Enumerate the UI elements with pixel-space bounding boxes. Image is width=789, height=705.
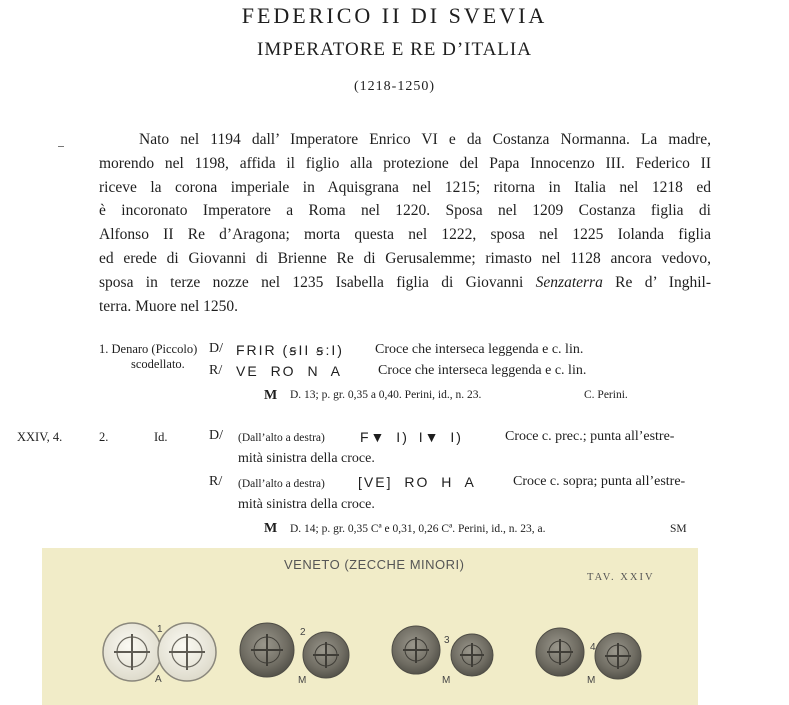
reverse-legend: VE RO N A — [236, 363, 343, 379]
coin-2-reverse — [303, 632, 349, 678]
specimen-details: D. 14; p. gr. 0,35 Cª e 0,31, 0,26 Cª. Perini, id., n. 23, a. — [290, 523, 546, 535]
italic-name: Senzaterra — [535, 273, 603, 291]
coin-metal-label: M — [298, 675, 307, 686]
metal-mark: M — [264, 521, 278, 536]
text-line: ed erede di Giovanni di Brienne Re di Gerusalemme; rimasto nel 1128 ancora vedovo, — [99, 249, 711, 267]
plate-number: TAV. XXIV — [587, 572, 655, 583]
obverse-sign: D/ — [209, 428, 223, 443]
coin-3-reverse — [451, 634, 493, 676]
coin-metal-label: A — [155, 674, 162, 685]
obverse-legend: FRIR (ꞩII ꞩ:I) — [236, 342, 344, 358]
page-title: FEDERICO II DI SVEVIA — [241, 3, 548, 28]
coin-metal-label: M — [442, 675, 451, 686]
text-line: morendo nel 1198, affida il figlio alla protezione del Papa Innocenzo III. Federico II — [99, 154, 711, 172]
coin-1-obverse — [103, 623, 161, 681]
reverse-description: Croce che interseca leggenda e c. lin. — [378, 363, 587, 378]
reverse-legend: [VE] RO H A — [358, 474, 476, 490]
coin-number-label: 3 — [444, 635, 450, 646]
reverse-description: Croce c. sopra; punta all’estre- — [513, 474, 686, 489]
text-line — [99, 271, 711, 295]
coin-4-reverse — [595, 633, 641, 679]
text-line: riceve la corona imperiale in Aquisgrana nel 1215; ritorna in Italia nel 1218 ed — [99, 178, 711, 196]
collection-note: C. Perini. — [584, 389, 628, 401]
coin-images — [42, 548, 698, 705]
biography-paragraph — [99, 128, 711, 318]
collection-note: SM — [670, 523, 687, 535]
text-segment: sposa in terze nozze nel 1235 Isabella figlia di Giovanni — [99, 273, 536, 291]
coin-2-obverse — [240, 623, 294, 677]
coin-1-reverse — [158, 623, 216, 681]
page-subtitle: IMPERATORE E RE D’ITALIA — [257, 39, 532, 60]
plate-title: VENETO (ZECCHE MINORI) — [284, 557, 465, 572]
coin-number-label: 2 — [300, 627, 306, 638]
reverse-note: (Dall’alto a destra) — [238, 478, 325, 490]
specimen-details: D. 13; p. gr. 0,35 a 0,40. Perini, id., n. 23. — [290, 389, 482, 401]
text-line: Alfonso II Re d’Aragona; morta questa nel 1222, sposa nel 1225 Iolanda figlia — [99, 226, 711, 244]
entry-label-cont: scodellato. — [131, 357, 185, 371]
obverse-description: Croce che interseca leggenda e c. lin. — [375, 342, 584, 357]
reverse-description-cont: mità sinistra della croce. — [238, 497, 375, 512]
obverse-sign: D/ — [209, 341, 223, 356]
plate-reference: XXIV, 4. — [17, 430, 63, 444]
text-line: Nato nel 1194 dall’ Imperatore Enrico VI e da Costanza Normanna. La madre, — [139, 131, 711, 148]
text-segment: Re d’ Inghil- — [602, 273, 711, 291]
entry-label: Id. — [154, 430, 168, 444]
reign-dates: (1218-1250) — [354, 79, 435, 94]
text-line: terra. Muore nel 1250. — [99, 297, 239, 315]
entry-number: 2. — [99, 430, 109, 444]
metal-mark: M — [264, 388, 278, 403]
coin-plate — [42, 548, 698, 705]
obverse-note: (Dall’alto a destra) — [238, 432, 325, 444]
coin-4-obverse — [536, 628, 584, 676]
margin-mark — [58, 146, 64, 147]
reverse-sign: R/ — [209, 363, 223, 378]
coin-metal-label: M — [587, 675, 596, 686]
obverse-legend: F▼ I) I▼ I) — [360, 429, 463, 445]
reverse-sign: R/ — [209, 474, 223, 489]
coin-number-label: 4 — [590, 642, 596, 653]
obverse-description-cont: mità sinistra della croce. — [238, 451, 375, 466]
text-line: è incoronato Imperatore a Roma nel 1220. Sposa nel 1209 Costanza figlia di — [99, 202, 711, 220]
coin-3-obverse — [392, 626, 440, 674]
entry-label: 1. Denaro (Piccolo) — [99, 342, 198, 356]
obverse-description: Croce c. prec.; punta all’estre- — [505, 429, 675, 444]
coin-number-label: 1 — [157, 624, 163, 635]
